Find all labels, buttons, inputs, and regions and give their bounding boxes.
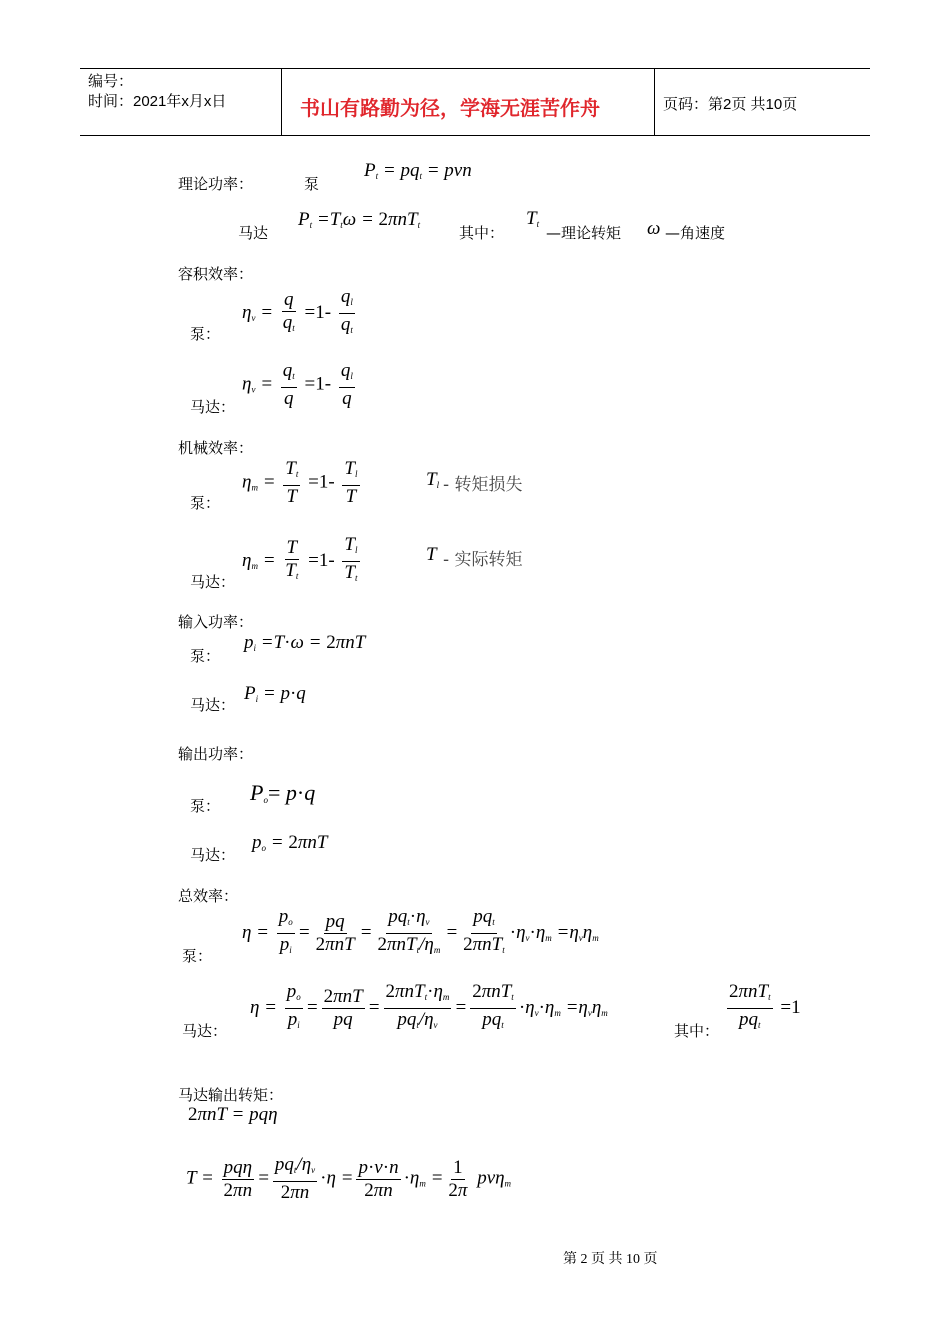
motor-torque-formula: T = $\frac{\text{pqη}}{2\pi n}$ = $\frac{pq_t/\eta_v}{2\pi n}$ ·η = $\frac{p\cdot v\cdot n}{2\pi n}$ $\cdot\eta_m$ = $\frac{1}{2\pi}$ pvη$_m$	[186, 1154, 512, 1203]
header-time-label: 时间：2021年x月x日	[88, 93, 227, 110]
motor-label-6: 马达：	[182, 1022, 228, 1040]
motor-label-2: 马达：	[190, 398, 236, 416]
motor-input-power-formula: $P_i = p\cdot q$	[244, 683, 306, 704]
header-top-rule	[80, 68, 870, 69]
motor-mechanical-formula: $\eta_m$ = $\frac{T}{T_t}$ =1- $\frac{T_l}{T_t}$	[242, 534, 358, 583]
where-label-2: 其中：	[674, 1022, 720, 1040]
torque-loss-text: - 转矩损失	[443, 475, 523, 495]
header-number-label: 编号：	[88, 73, 134, 90]
motor-ratio-formula: $\frac{2\pi nT_t}{pq_t}$ =1	[729, 981, 801, 1030]
pump-total-efficiency-formula: η = $\frac{p_o}{p_i}$ = $\frac{pq}{\text{2πnT}}$ = $\frac{pq_t\cdot\eta_v}{2\pi nT_t/\eta_m}$ = $\frac{pq_t}{2\pi nT_t}$ $\cdot\eta_v\cdot\eta_m =\eta_v\eta_m$	[242, 906, 599, 955]
actual-torque-text: - 实际转矩	[443, 550, 523, 570]
motor-label-1: 马达	[238, 224, 269, 242]
volumetric-efficiency-label: 容积效率：	[178, 265, 254, 283]
header-bottom-rule	[80, 135, 870, 136]
motor-output-torque-label: 马达输出转矩：	[178, 1086, 284, 1104]
tt-symbol: $T_t$	[526, 208, 540, 229]
header-divider-right	[654, 68, 655, 136]
pump-mechanical-formula: $\eta_m$ = $\frac{T_t}{T}$ =1- $\frac{T_l}{T}$	[242, 458, 358, 507]
pump-volumetric-formula: $\eta_v$ = $\frac{q}{q_t}$ =1- $\frac{q_l}{q_t}$	[242, 286, 353, 335]
pump-theory-power-formula: $P_t = pq_t$ = pvn	[364, 160, 472, 181]
motor-theory-power-formula: $P_t =T_t\omega = 2\pi nT_t$	[298, 209, 421, 230]
pump-label-6: 泵：	[182, 947, 213, 965]
motor-torque-equation: 2πnT = pqη	[188, 1104, 278, 1125]
motor-label-4: 马达：	[190, 696, 236, 714]
pump-label-4: 泵：	[190, 647, 221, 665]
pump-label-3: 泵：	[190, 494, 221, 512]
tt-description: —理论转矩	[546, 224, 622, 242]
pump-output-power-formula: $P_o= p\cdot q$	[250, 780, 316, 805]
where-label-1: 其中：	[459, 224, 505, 242]
theory-power-label: 理论功率：	[178, 175, 254, 193]
omega-description: —角速度	[665, 224, 726, 242]
total-efficiency-label: 总效率：	[178, 887, 239, 905]
motor-label-5: 马达：	[190, 846, 236, 864]
input-power-label: 输入功率：	[178, 613, 254, 631]
pump-label-1: 泵	[304, 175, 320, 193]
motor-total-efficiency-formula: η = $\frac{p_o}{p_i}$ = $\frac{\text{2πnT}}{pq}$ = $\frac{2\pi nT_t\cdot\eta_m}{pq_t/\eta_v}$ = $\frac{2\pi nT_t}{pq_t}$ $\cdot\eta_v\cdot\eta_m =\eta_v\eta_m$	[250, 981, 608, 1030]
tl-symbol: $T_l$	[426, 469, 440, 490]
footer-page-number: 第 2 页 共 10 页	[563, 1252, 658, 1267]
motor-label-3: 马达：	[190, 573, 236, 591]
header-divider-left	[281, 68, 282, 136]
pump-input-power-formula: $p_i =T\cdot\omega = 2\pi nT$	[244, 632, 366, 653]
t-symbol: T	[426, 544, 437, 565]
motor-output-power-formula: $p_o = 2\pi nT$	[252, 832, 328, 853]
mechanical-efficiency-label: 机械效率：	[178, 439, 254, 457]
pump-label-5: 泵：	[190, 797, 221, 815]
omega-symbol: ω	[647, 218, 661, 239]
header-page-info: 页码：第2页 共10页	[663, 96, 798, 113]
motor-volumetric-formula: $\eta_v$ = $\frac{q_t}{q}$ =1- $\frac{q_l}{q}$	[242, 360, 353, 409]
output-power-label: 输出功率：	[178, 745, 254, 763]
pump-label-2: 泵：	[190, 325, 221, 343]
header-motto: 书山有路勤为径，学海无涯苦作舟	[300, 96, 600, 120]
